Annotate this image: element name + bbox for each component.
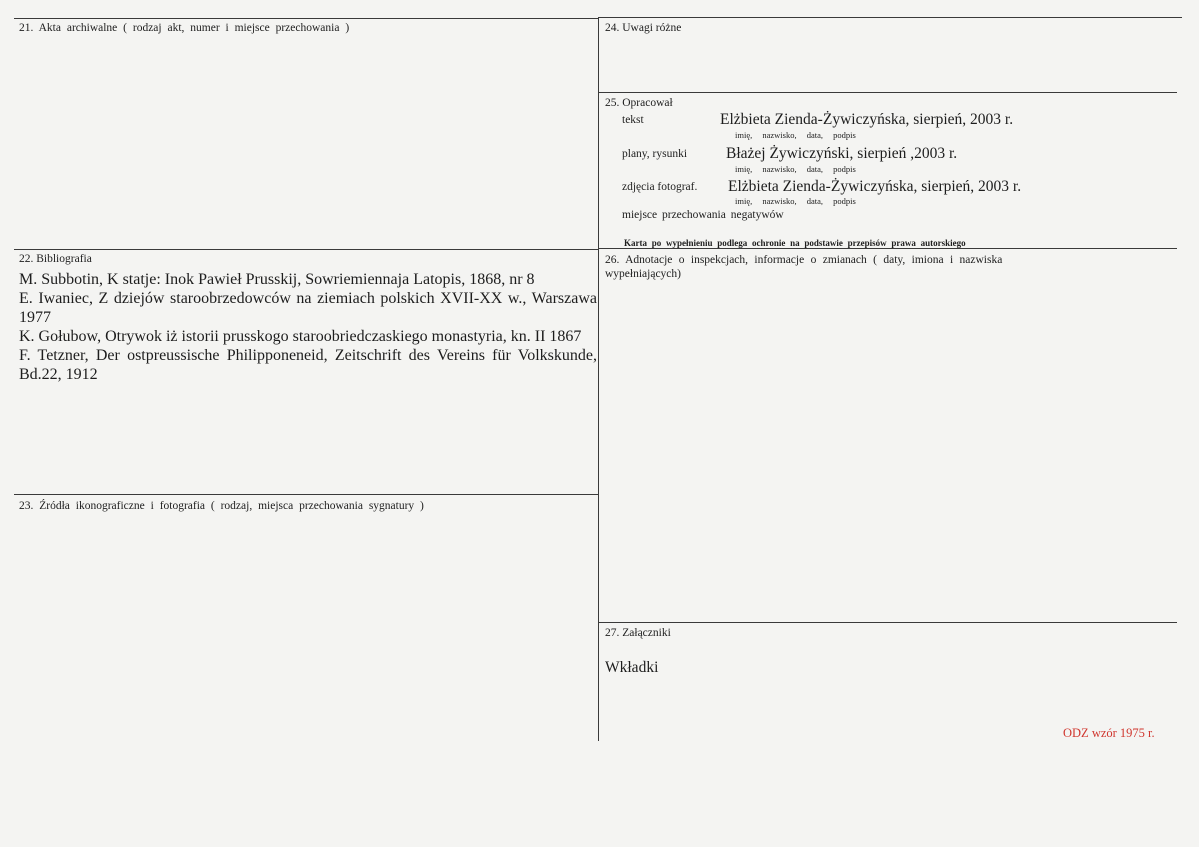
bibliography-entry: E. Iwaniec, Z dziejów staroobrzedowców na ziemiach polskich XVII-XX w., Warszawa 1977 bbox=[19, 290, 597, 326]
copyright-note: Karta po wypełnieniu podlega ochronie na podstawie przepisów prawa autorskiego bbox=[624, 238, 966, 248]
divider-25-26 bbox=[599, 248, 1177, 249]
plany-value: Błażej Żywiczyński, sierpień ,2003 r. bbox=[726, 145, 958, 162]
section-21-label: 21. Akta archiwalne ( rodzaj akt, numer i miejsce przechowania ) bbox=[19, 22, 350, 34]
form-model-id: ODZ wzór 1975 r. bbox=[1063, 726, 1155, 740]
signature-hint: imię, nazwisko, data, podpis bbox=[735, 196, 856, 206]
bibliography-entry: F. Tetzner, Der ostpreussische Philipponeneid, Zeitschrift des Vereins für Volkskunde, Bd.22, 1912 bbox=[19, 347, 597, 383]
bibliography-entry: M. Subbotin, K statje: Inok Pawieł Prusskij, Sowriemiennaja Latopis, 1868, nr 8 bbox=[19, 271, 535, 288]
divider-21-22 bbox=[14, 249, 599, 250]
signature-hint: imię, nazwisko, data, podpis bbox=[735, 130, 856, 140]
bibliography-list bbox=[19, 270, 597, 384]
section-24-label: 24. Uwagi różne bbox=[605, 22, 682, 34]
divider-26-27 bbox=[599, 622, 1177, 623]
section-27-label: 27. Załączniki bbox=[605, 627, 671, 639]
section-25-label: 25. Opracował bbox=[605, 97, 673, 109]
section-23-label: 23. Źródła ikonograficzne i fotografia ( rodzaj, miejsca przechowania sygnatury ) bbox=[19, 500, 424, 512]
attachments-value: Wkładki bbox=[605, 659, 659, 676]
top-border-right bbox=[599, 17, 1182, 18]
zdjecia-value: Elżbieta Zienda-Żywiczyńska, sierpień, 2003 r. bbox=[728, 178, 1022, 195]
center-divider bbox=[598, 17, 599, 741]
zdjecia-label: zdjęcia fotograf. bbox=[622, 181, 698, 193]
negatives-location-label: miejsce przechowania negatywów bbox=[622, 209, 784, 221]
tekst-label: tekst bbox=[622, 114, 644, 126]
top-border-left bbox=[14, 18, 599, 19]
section-26-label-line2: wypełniających) bbox=[605, 268, 681, 280]
divider-22-23 bbox=[14, 494, 599, 495]
section-22-label: 22. Bibliografia bbox=[19, 253, 92, 265]
section-26-label-line1: 26. Adnotacje o inspekcjach, informacje o zmianach ( daty, imiona i nazwiska bbox=[605, 254, 1003, 266]
signature-hint: imię, nazwisko, data, podpis bbox=[735, 164, 856, 174]
divider-24-25 bbox=[599, 92, 1177, 93]
bibliography-entry: K. Gołubow, Otrywok iż istorii prusskogo staroobriedczaskiego monastyria, kn. II 1867 bbox=[19, 328, 582, 345]
plany-label: plany, rysunki bbox=[622, 148, 688, 160]
tekst-value: Elżbieta Zienda-Żywiczyńska, sierpień, 2003 r. bbox=[720, 111, 1014, 128]
